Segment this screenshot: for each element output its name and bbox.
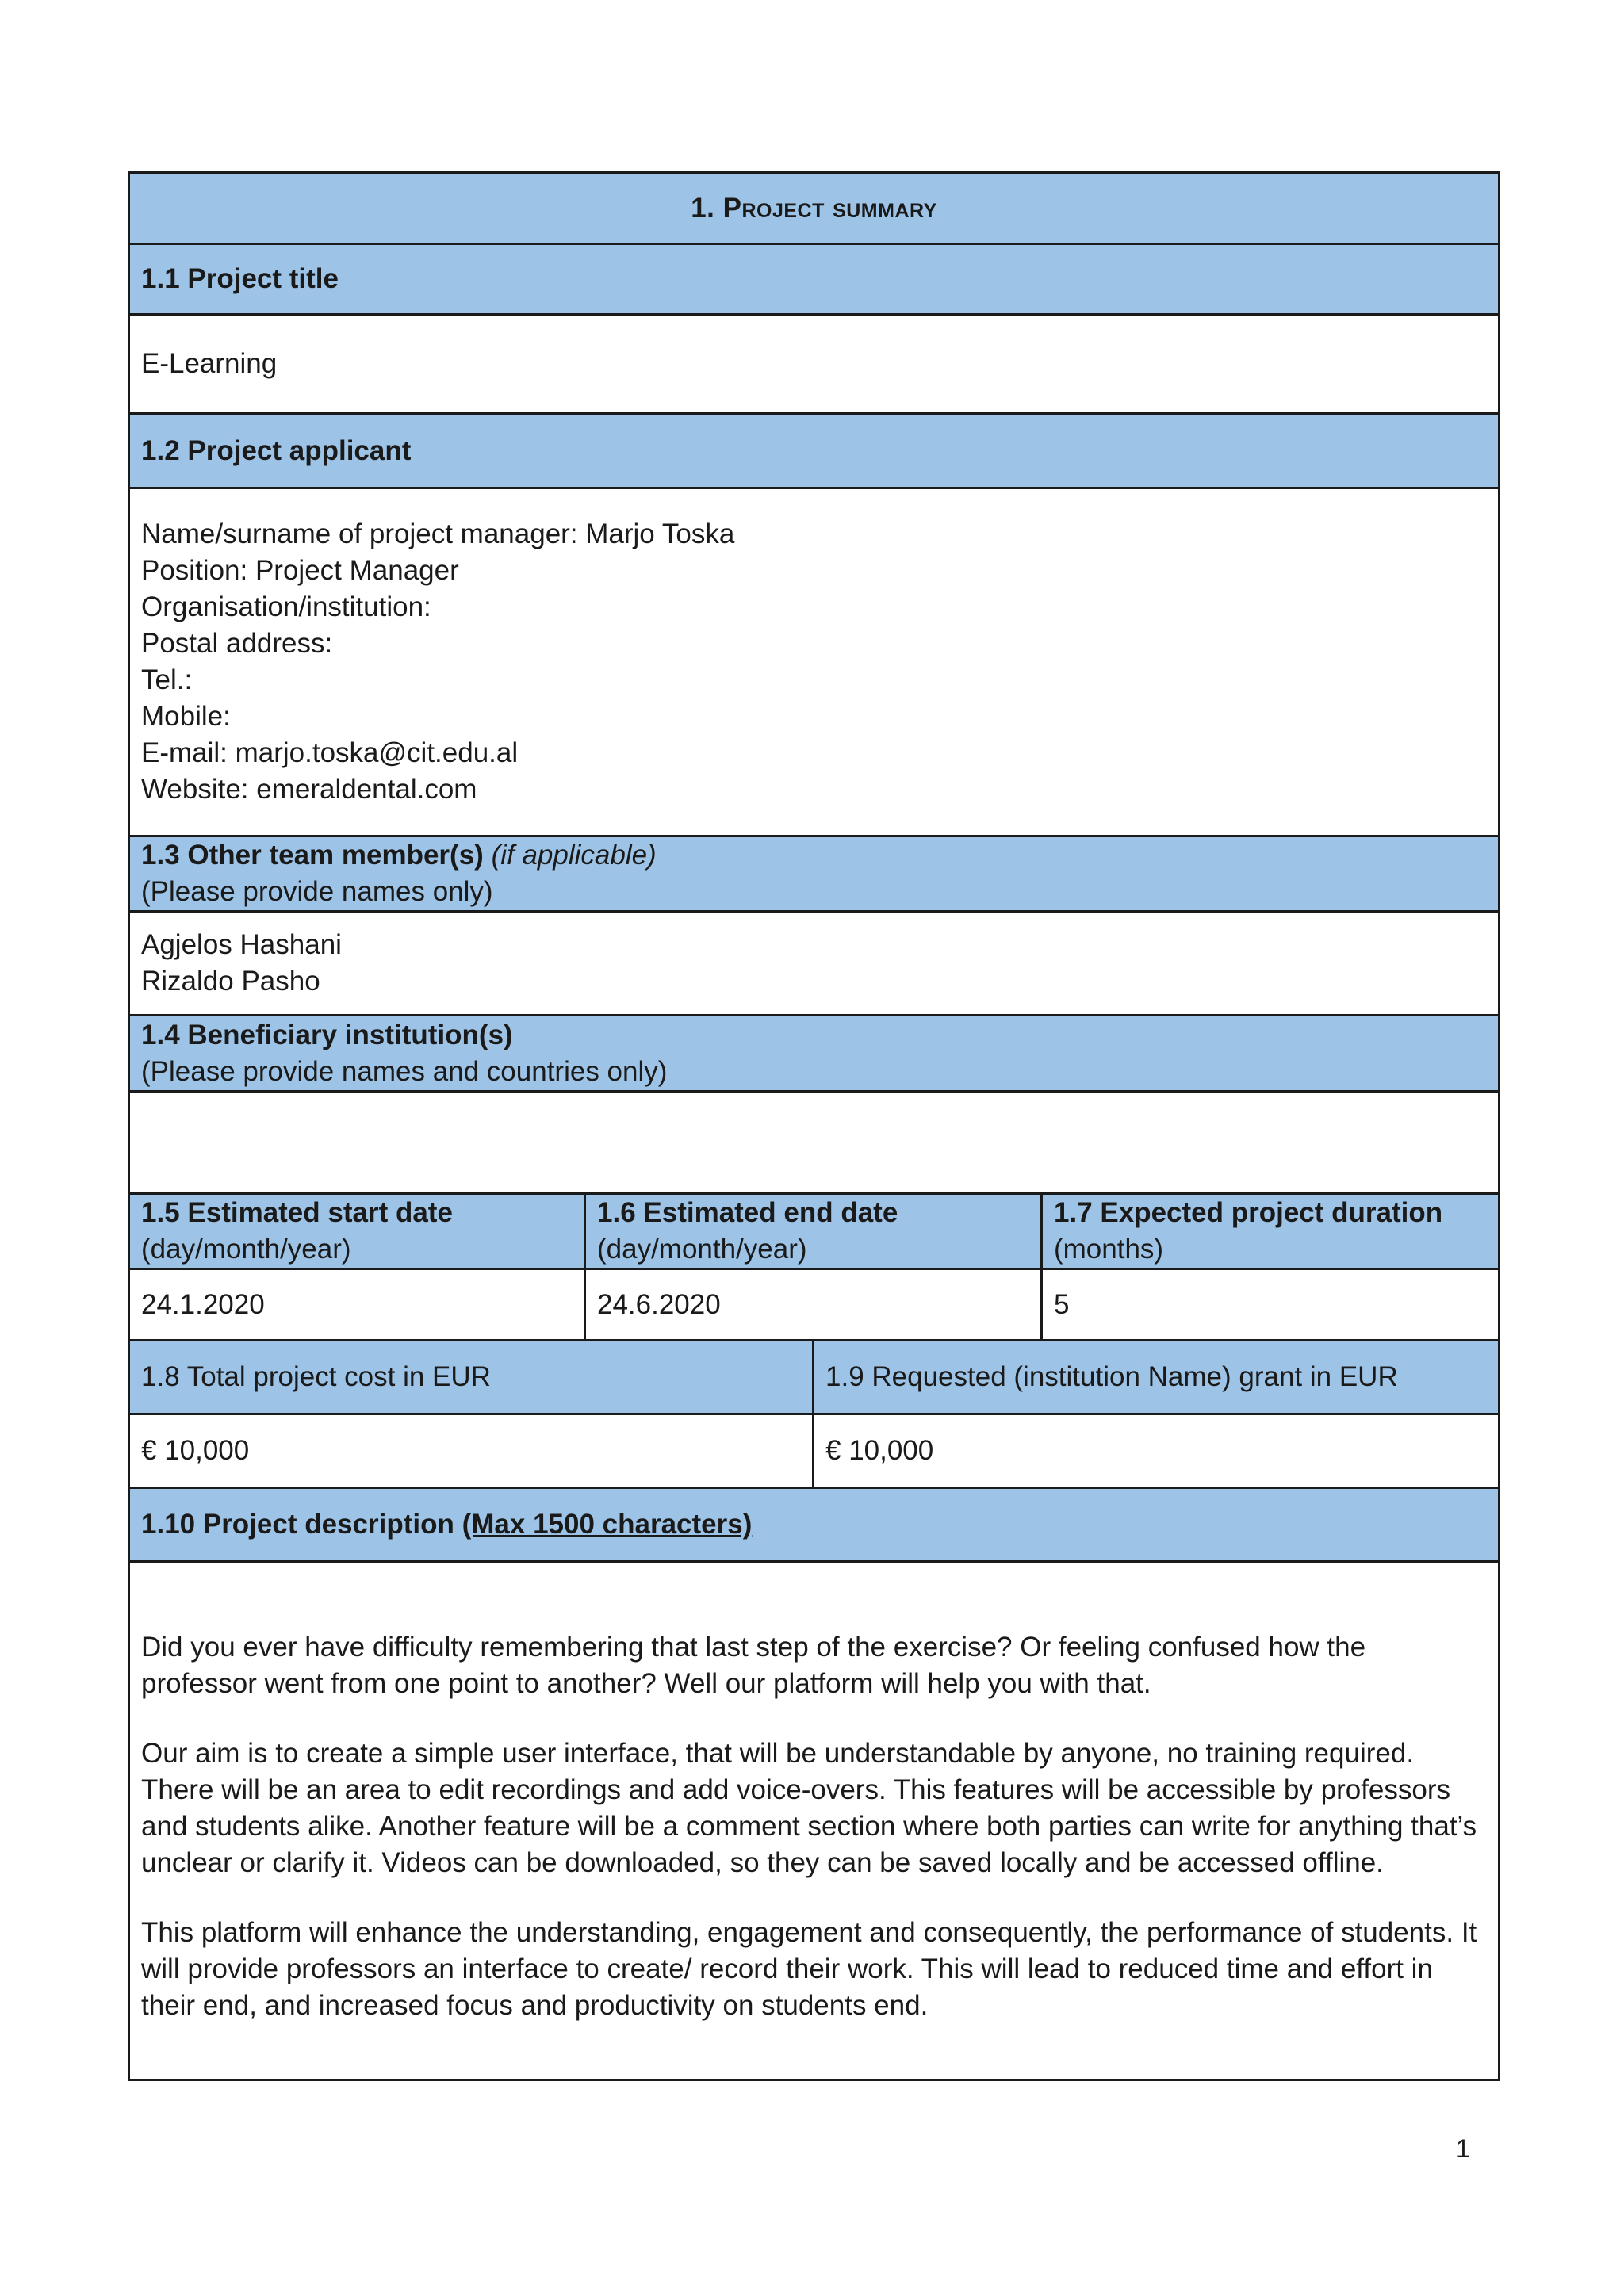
- beneficiary-header: [129, 1016, 1500, 1092]
- team-members-label: 1.3 Other team member(s): [141, 840, 484, 871]
- team-member-name: Rizaldo Pasho: [141, 966, 320, 997]
- requested-grant-value: € 10,000: [814, 1414, 1500, 1488]
- duration-label: 1.7 Expected project duration: [1054, 1197, 1443, 1228]
- project-description-body: [129, 1562, 1500, 2080]
- project-summary-title: 1. Project summary: [129, 173, 1500, 244]
- team-members-header: [129, 836, 1500, 912]
- end-date-value: 24.6.2020: [585, 1269, 1042, 1341]
- total-cost-value: € 10,000: [129, 1414, 814, 1488]
- applicant-email-line: E-mail: marjo.toska@cit.edu.al: [141, 737, 519, 768]
- project-applicant-label: 1.2 Project applicant: [129, 414, 1500, 488]
- project-applicant-details: [129, 488, 1500, 836]
- requested-grant-label: 1.9 Requested (institution Name) grant in EUR: [814, 1341, 1500, 1414]
- applicant-mobile-line: Mobile:: [141, 701, 231, 732]
- start-date-value: 24.1.2020: [129, 1269, 585, 1341]
- end-date-format: (day/month/year): [597, 1234, 807, 1265]
- project-description-label: 1.10 Project description: [141, 1509, 454, 1540]
- team-members-note: (if applicable): [491, 840, 657, 871]
- duration-unit: (months): [1054, 1234, 1164, 1265]
- description-paragraph: This platform will enhance the understanding, engagement and consequently, the performance of students. It will provide professors an interface to create/ record their work. This will lead to reduced time and effort in their end, and increased focus and productivity on students end.: [141, 1917, 1477, 2021]
- beneficiary-value: [129, 1092, 1500, 1194]
- total-cost-label: 1.8 Total project cost in EUR: [129, 1341, 814, 1414]
- applicant-website-line: Website: emeraldental.com: [141, 774, 477, 805]
- applicant-organisation-line: Organisation/institution:: [141, 591, 431, 622]
- beneficiary-label: 1.4 Beneficiary institution(s): [141, 1019, 513, 1050]
- end-date-label: 1.6 Estimated end date: [597, 1197, 898, 1228]
- project-description-header: [129, 1488, 1500, 1562]
- applicant-tel-line: Tel.:: [141, 664, 193, 695]
- start-date-label: 1.5 Estimated start date: [141, 1197, 453, 1228]
- duration-value: 5: [1042, 1269, 1500, 1341]
- start-date-header: [129, 1194, 585, 1269]
- description-paragraph: Our aim is to create a simple user interface, that will be understandable by anyone, no training required. There will be an area to edit recordings and add voice-overs. This features will be accessible by professors and students alike. Another feature will be a comment section where both parties can write for anything that’s unclear or clarify it. Videos can be downloaded, so they can be saved locally and be accessed offline.: [141, 1738, 1477, 1878]
- applicant-manager-line: Name/surname of project manager: Marjo Toska: [141, 519, 735, 549]
- end-date-header: [585, 1194, 1042, 1269]
- project-title-label: 1.1 Project title: [129, 244, 1500, 315]
- applicant-position-line: Position: Project Manager: [141, 555, 459, 586]
- project-summary-form: [128, 171, 1500, 2081]
- page-number: 1: [1456, 2134, 1470, 2163]
- team-member-name: Agjelos Hashani: [141, 929, 342, 960]
- start-date-format: (day/month/year): [141, 1234, 351, 1265]
- project-description-limit: (Max 1500 characters): [462, 1509, 753, 1540]
- duration-header: [1042, 1194, 1500, 1269]
- team-members-list: [129, 912, 1500, 1016]
- project-title-value: E-Learning: [129, 315, 1500, 414]
- description-paragraph: Did you ever have difficulty remembering that last step of the exercise? Or feeling confused how the professor went from one point to another? Well our platform will help you with that.: [141, 1632, 1366, 1699]
- beneficiary-instruction: (Please provide names and countries only): [141, 1055, 668, 1087]
- team-members-instruction: (Please provide names only): [141, 876, 493, 907]
- applicant-postal-address-line: Postal address:: [141, 628, 333, 659]
